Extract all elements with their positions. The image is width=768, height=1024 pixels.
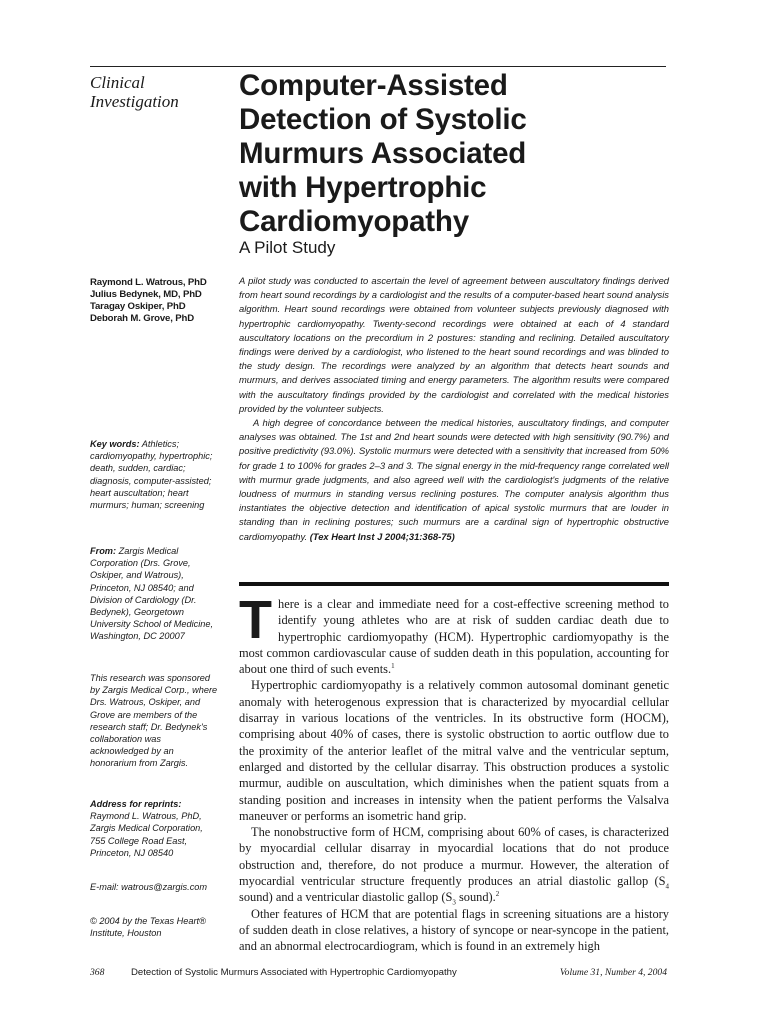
- from-label: From:: [90, 546, 117, 556]
- article-body: [239, 590, 669, 955]
- volume-info: Volume 31, Number 4, 2004: [559, 967, 667, 978]
- title-line: Murmurs Associated: [239, 137, 527, 170]
- reference-marker[interactable]: 1: [391, 662, 395, 671]
- abstract: [239, 274, 669, 544]
- abstract-paragraph-1: A pilot study was conducted to ascertain the level of agreement between auscultatory findings derived from heart sound recordings by a cardiologist and the results of a computer-based heart sound analysis algorithm. Heart sound recordings were obtained from volunteer subjects previously diagnosed with hypertrophic cardiomyopathy. Twenty-second recordings were obtained at each of 4 standard auscultatory locations on the precordium in 2 postures: standing and reclining. Detailed auscultatory findings were derived by a cardiologist, who listened to the heart sound recordings and was blinded to the study design. The recordings were analyzed by an algorithm that detects heart sounds and murmurs, and derives associated timing and energy parameters. The algorithm results were compared with the auscultatory findings provided by the cardiologist and correlated with the medical histories provided by the volunteer subjects.: [239, 275, 669, 414]
- body-paragraph-text: The nonobstructive form of HCM, comprising about 60% of cases, is characterized by myocardial cellular disarray in myocardial locations that do not produce obstruction and, therefore, do not produce a murmur. However, the alteration of myocardial ventricular structure frequently produces an atrial diastolic gallop (S: [239, 825, 669, 889]
- copyright-note: © 2004 by the Texas Heart® Institute, Houston: [90, 916, 206, 939]
- affiliation-text: Zargis Medical Corporation (Drs. Grove, Oskiper, and Watrous), Princeton, NJ 08540; and Division of Cardiology (Dr. Bedynek), Georgetown University School of Medicine, Washington, DC 20007: [90, 546, 214, 642]
- reference-marker[interactable]: 2: [495, 890, 500, 899]
- title-line: with Hypertrophic: [239, 171, 487, 204]
- author: Julius Bedynek, MD, PhD: [90, 289, 202, 300]
- reprints-address: Raymond L. Watrous, PhD, Zargis Medical Corporation, 755 College Road East, Princeton, NJ 08540: [90, 811, 203, 858]
- article-subtitle: A Pilot Study: [239, 238, 336, 257]
- email-link[interactable]: E-mail: watrous@zargis.com: [90, 882, 208, 892]
- page-number: 368: [90, 967, 105, 978]
- section-label: [90, 73, 230, 111]
- body-paragraph: Other features of HCM that are potential flags in screening situations are a history of sudden death in close relatives, a history of syncope or near-syncope in the patient, and an abnormal electrocardiogram, which is found in an extremely high: [239, 906, 669, 954]
- subscript: 4: [665, 882, 669, 891]
- article-title: [239, 69, 669, 239]
- title-line: Computer-Assisted: [239, 69, 508, 102]
- author: Taragay Oskiper, PhD: [90, 301, 186, 312]
- running-title: Detection of Systolic Murmurs Associated with Hypertrophic Cardiomyopathy: [131, 967, 457, 978]
- author-list: [90, 277, 230, 325]
- drop-cap: T: [239, 590, 272, 650]
- journal-citation: (Tex Heart Inst J 2004;31:368-75): [309, 530, 455, 542]
- top-rule: [90, 66, 666, 67]
- body-paragraph-text: sound) and a ventricular diastolic gallop (S: [239, 890, 453, 905]
- section-label-line2: Investigation: [90, 92, 179, 111]
- title-line: Cardiomyopathy: [239, 205, 469, 238]
- affiliation-block: [90, 545, 220, 643]
- reprints-label: Address for reprints:: [90, 799, 182, 809]
- title-line: Detection of Systolic: [239, 103, 527, 136]
- keywords-text: Athletics; cardiomyopathy, hypertrophic; death, sudden, cardiac; diagnosis, computer-assisted; heart auscultation; heart murmurs; human; screening: [90, 439, 213, 511]
- subscript: 3: [452, 898, 456, 907]
- body-paragraph: [239, 590, 669, 677]
- abstract-paragraph-2: [239, 416, 669, 544]
- body-paragraph: Hypertrophic cardiomyopathy is a relatively common autosomal dominant genetic anomaly with heterogenous expression that is characterized by myocardial cellular disarray in various locations of the ventricles. In its obstructive form (HOCM), comprising about 40% of cases, there is systolic obstruction to aortic outflow due to the proximity of the anterior leaflet of the mitral valve and the ventricular septum, enlarged and distorted by the cellular disarray. This obstruction produces a systolic murmur, audible on auscultation, which diminishes when the patient squats from a standing position and increases in intensity when the patient performs the Valsalva maneuver or performs an isometric hand grip.: [239, 678, 669, 823]
- reprints-block: [90, 798, 220, 859]
- author: Deborah M. Grove, PhD: [90, 313, 194, 324]
- body-paragraph-text: sound).: [455, 890, 496, 905]
- section-label-line1: Clinical: [90, 73, 145, 92]
- funding-note: This research was sponsored by Zargis Medical Corp., where Drs. Watrous, Oskiper, and Grove are members of the research staff; Dr. Bedynek's collaboration was acknowledged by an honorarium from Zargis.: [90, 673, 218, 769]
- body-paragraph-text: here is a clear and immediate need for a cost-effective screening method to identify young athletes who are at risk of sudden cardiac death due to hypertrophic cardiomyopathy (HCM). Hypertrophic cardiomyopathy is the most common cardiovascular cause of sudden death in this population, accounting for about one third of such events.: [239, 597, 669, 677]
- abstract-paragraph-2-text: A high degree of concordance between the medical histories, auscultatory findings, and computer analyses was obtained. The 1st and 2nd heart sounds were detected with high sensitivity (90.7%) and positive predictivity (93.0%). Systolic murmurs were detected with a sensitivity that increased from 50% for grade 1 to 100% for grades 2–3 and 3. The signal energy in the mid-frequency range correlated well with murmur grade judgments, and also agreed well with the cardiologist's judgments of the relative loudness of murmurs in standing versus reclining postures. The computer analysis algorithm thus instantiates the objective detection and identification of apical systolic murmurs that are louder in standing than in reclining postures; such murmurs are a cardinal sign of hypertrophic obstructive cardiomyopathy.: [239, 417, 669, 542]
- section-divider: [239, 582, 669, 586]
- author: Raymond L. Watrous, PhD: [90, 277, 207, 288]
- keywords-block: [90, 438, 220, 511]
- keywords-label: Key words:: [90, 439, 140, 449]
- body-paragraph: [239, 824, 669, 905]
